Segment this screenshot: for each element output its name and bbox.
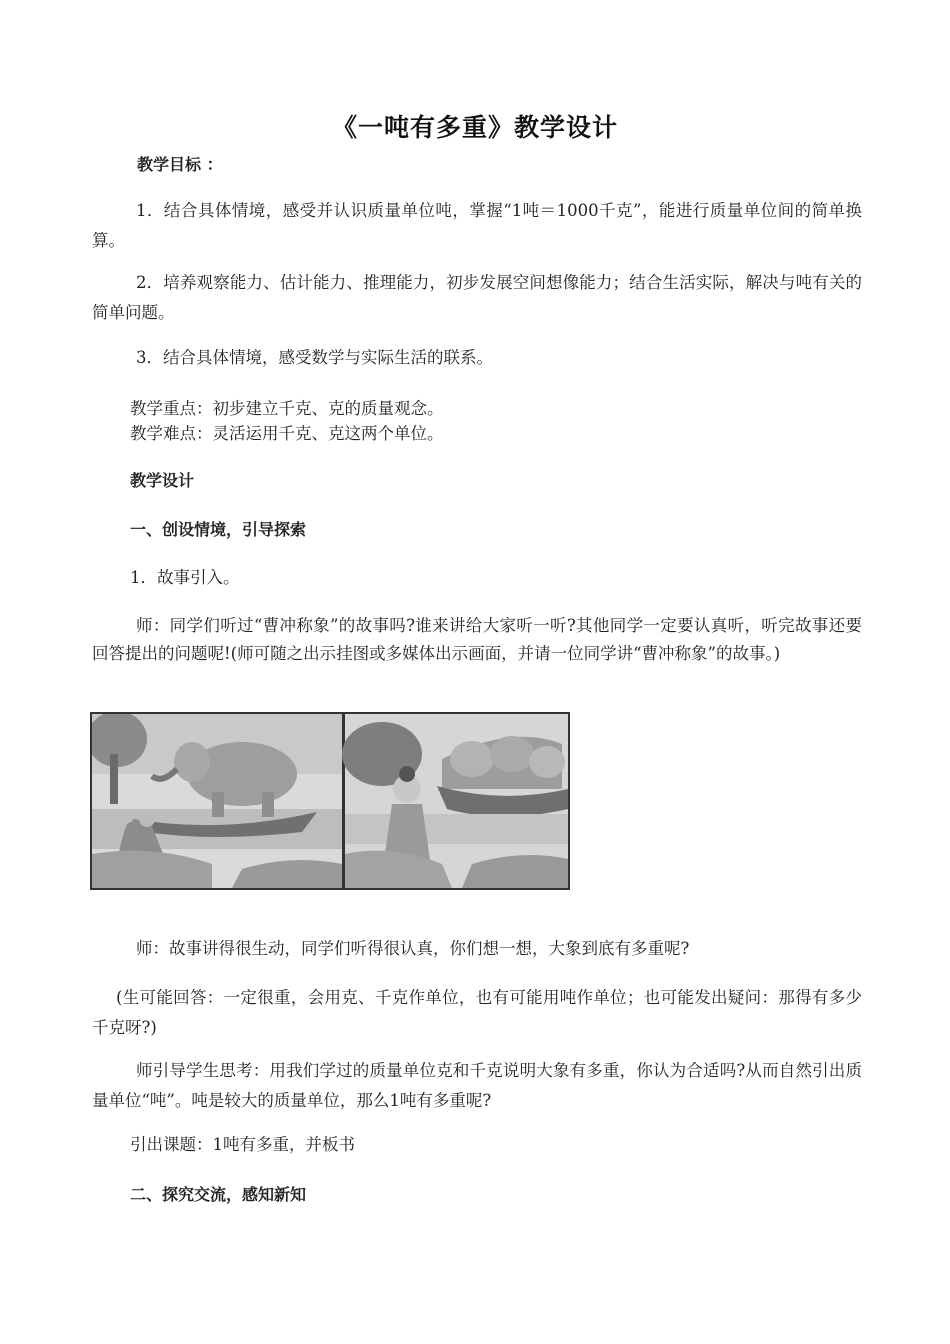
story-illustration <box>90 712 570 890</box>
objectives-heading: 教学目标 ： <box>137 155 223 174</box>
objective-2: 2．培养观察能力、估计能力、推理能力，初步发展空间想像能力；结合生活实际，解决与吨有关的简单问题。 <box>92 273 862 322</box>
student-answer: (生可能回答：一定很重，会用克、千克作单位，也有可能用吨作单位；也可能发出疑问：那得有多少千克呀?) <box>92 988 862 1037</box>
objective-3: 3．结合具体情境，感受数学与实际生活的联系。 <box>136 348 493 367</box>
teacher-paragraph-1: 师：同学们听过“曹冲称象”的故事吗?谁来讲给大家听一听?其他同学一定要认真听，听完故事还要回答提出的问题呢!(师可随之出示挂图或多媒体出示画面，并请一位同学讲“曹冲称象”的故事。) <box>92 616 862 663</box>
topic-intro: 引出课题：1吨有多重，并板书 <box>130 1135 355 1154</box>
key-point: 教学重点：初步建立千克、克的质量观念。 <box>130 399 444 418</box>
step-1: 1．故事引入。 <box>130 568 240 587</box>
document-title: 《一吨有多重》教学设计 <box>331 113 618 142</box>
teacher-paragraph-2: 师：故事讲得很生动，同学们听得很认真，你们想一想，大象到底有多重呢? <box>136 939 690 958</box>
section-2-heading: 二、探究交流，感知新知 <box>130 1185 307 1204</box>
design-heading: 教学设计 <box>130 471 195 490</box>
section-1-heading: 一、创设情境，引导探索 <box>130 520 307 539</box>
objective-1: 1．结合具体情境，感受并认识质量单位吨，掌握“1吨＝1000千克”，能进行质量单位间的简单换算。 <box>92 201 862 250</box>
difficult-point: 教学难点：灵活运用千克、克这两个单位。 <box>130 424 444 443</box>
teacher-guide: 师引导学生思考：用我们学过的质量单位克和千克说明大象有多重，你认为合适吗?从而自然引出质量单位“吨”。吨是较大的质量单位，那么1吨有多重呢? <box>92 1061 862 1110</box>
